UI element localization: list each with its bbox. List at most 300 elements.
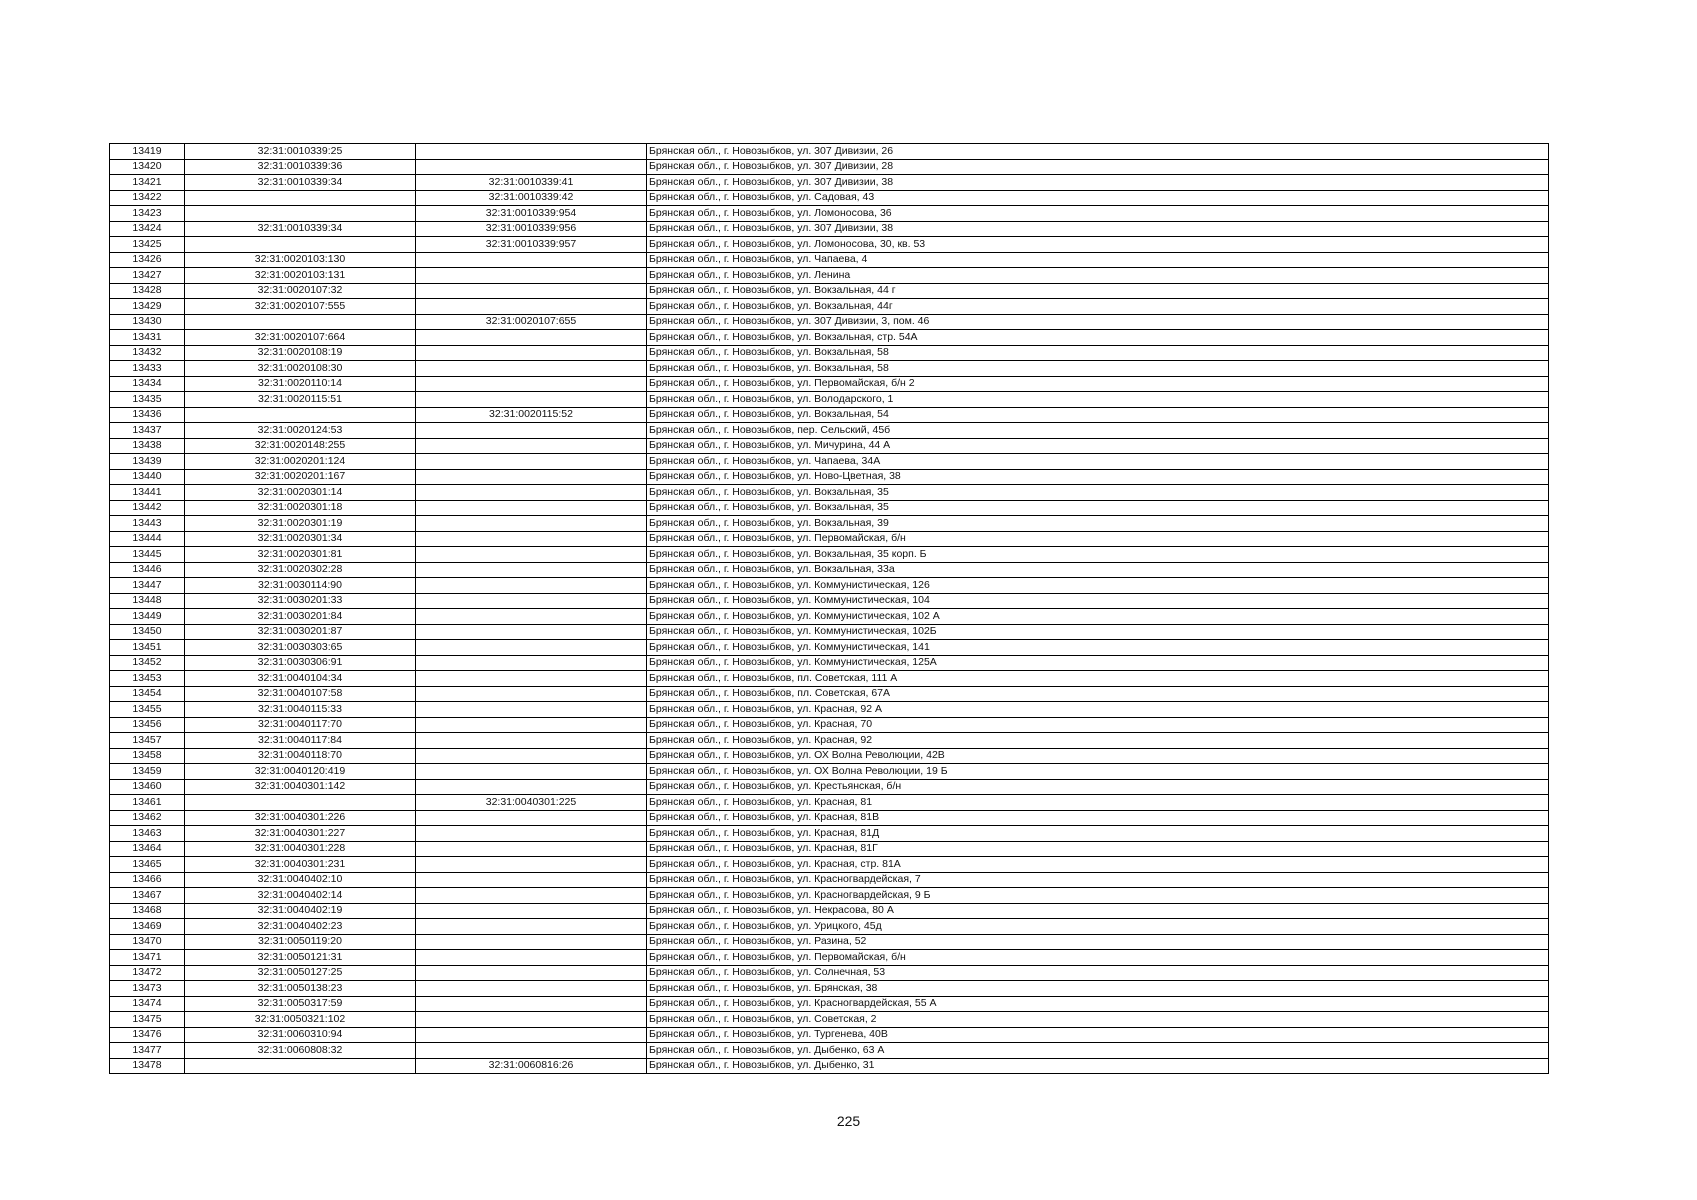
table-row (110, 1012, 1549, 1028)
table-row (110, 795, 1549, 811)
table-row (110, 950, 1549, 966)
row-number-cell: 13437 (110, 423, 185, 439)
table-row (110, 857, 1549, 873)
address-cell: Брянская обл., г. Новозыбков, ул. Вокзальная, 44 г (647, 283, 1549, 299)
row-number-cell: 13474 (110, 996, 185, 1012)
address-cell: Брянская обл., г. Новозыбков, ул. Солнечная, 53 (647, 965, 1549, 981)
cadastral-number-cell: 32:31:0050321:102 (185, 1012, 416, 1028)
cadastral-number-cell: 32:31:0010339:36 (185, 159, 416, 175)
row-number-cell: 13452 (110, 655, 185, 671)
table-row (110, 717, 1549, 733)
row-number-cell: 13435 (110, 392, 185, 408)
table-row (110, 640, 1549, 656)
linked-cadastral-number-cell (416, 423, 647, 439)
address-cell: Брянская обл., г. Новозыбков, ул. ОХ Волна Революции, 42В (647, 748, 1549, 764)
linked-cadastral-number-cell (416, 376, 647, 392)
table-row (110, 872, 1549, 888)
row-number-cell: 13455 (110, 702, 185, 718)
table-row (110, 810, 1549, 826)
table-row (110, 748, 1549, 764)
cadastral-number-cell (185, 314, 416, 330)
table-row (110, 562, 1549, 578)
linked-cadastral-number-cell (416, 283, 647, 299)
address-cell: Брянская обл., г. Новозыбков, ул. Коммунистическая, 102Б (647, 624, 1549, 640)
cadastral-number-cell: 32:31:0020107:664 (185, 330, 416, 346)
table-row (110, 888, 1549, 904)
cadastral-number-cell: 32:31:0020301:81 (185, 547, 416, 563)
row-number-cell: 13463 (110, 826, 185, 842)
address-cell: Брянская обл., г. Новозыбков, ул. 307 Дивизии, 38 (647, 175, 1549, 191)
linked-cadastral-number-cell (416, 826, 647, 842)
row-number-cell: 13431 (110, 330, 185, 346)
table-row (110, 392, 1549, 408)
address-cell: Брянская обл., г. Новозыбков, ул. Вокзальная, 54 (647, 407, 1549, 423)
address-cell: Брянская обл., г. Новозыбков, ул. Красногвардейская, 7 (647, 872, 1549, 888)
linked-cadastral-number-cell (416, 609, 647, 625)
row-number-cell: 13427 (110, 268, 185, 284)
linked-cadastral-number-cell (416, 345, 647, 361)
row-number-cell: 13476 (110, 1027, 185, 1043)
linked-cadastral-number-cell (416, 578, 647, 594)
cadastral-number-cell: 32:31:0040301:228 (185, 841, 416, 857)
table-row (110, 934, 1549, 950)
table-row (110, 423, 1549, 439)
row-number-cell: 13450 (110, 624, 185, 640)
address-cell: Брянская обл., г. Новозыбков, ул. Ленина (647, 268, 1549, 284)
address-cell: Брянская обл., г. Новозыбков, ул. Вокзальная, 58 (647, 345, 1549, 361)
linked-cadastral-number-cell: 32:31:0020107:655 (416, 314, 647, 330)
row-number-cell: 13422 (110, 190, 185, 206)
cadastral-number-cell: 32:31:0010339:25 (185, 144, 416, 160)
linked-cadastral-number-cell (416, 268, 647, 284)
address-cell: Брянская обл., г. Новозыбков, ул. Красногвардейская, 9 Б (647, 888, 1549, 904)
cadastral-number-cell: 32:31:0020301:18 (185, 500, 416, 516)
table-row (110, 1058, 1549, 1074)
row-number-cell: 13447 (110, 578, 185, 594)
linked-cadastral-number-cell (416, 779, 647, 795)
row-number-cell: 13477 (110, 1043, 185, 1059)
cadastral-number-cell: 32:31:0020124:53 (185, 423, 416, 439)
cadastral-number-cell: 32:31:0020103:130 (185, 252, 416, 268)
linked-cadastral-number-cell (416, 810, 647, 826)
row-number-cell: 13433 (110, 361, 185, 377)
linked-cadastral-number-cell (416, 547, 647, 563)
address-cell: Брянская обл., г. Новозыбков, ул. Красная, 81 (647, 795, 1549, 811)
cadastral-number-cell (185, 407, 416, 423)
cadastral-number-cell: 32:31:0040117:70 (185, 717, 416, 733)
table-row (110, 779, 1549, 795)
address-cell: Брянская обл., г. Новозыбков, пл. Советская, 111 А (647, 671, 1549, 687)
cadastral-number-cell (185, 1058, 416, 1074)
linked-cadastral-number-cell (416, 686, 647, 702)
linked-cadastral-number-cell (416, 531, 647, 547)
address-cell: Брянская обл., г. Новозыбков, ул. Дыбенко, 63 А (647, 1043, 1549, 1059)
row-number-cell: 13445 (110, 547, 185, 563)
address-cell: Брянская обл., г. Новозыбков, ул. Ново-Цветная, 38 (647, 469, 1549, 485)
linked-cadastral-number-cell (416, 748, 647, 764)
cadastral-number-cell: 32:31:0040118:70 (185, 748, 416, 764)
table-row (110, 965, 1549, 981)
linked-cadastral-number-cell: 32:31:0040301:225 (416, 795, 647, 811)
address-cell: Брянская обл., г. Новозыбков, ул. Коммунистическая, 126 (647, 578, 1549, 594)
address-cell: Брянская обл., г. Новозыбков, ул. Ломоносова, 30, кв. 53 (647, 237, 1549, 253)
cadastral-number-cell: 32:31:0050127:25 (185, 965, 416, 981)
cadastral-number-cell (185, 190, 416, 206)
table-row (110, 624, 1549, 640)
row-number-cell: 13440 (110, 469, 185, 485)
cadastral-number-cell: 32:31:0040107:58 (185, 686, 416, 702)
linked-cadastral-number-cell (416, 841, 647, 857)
cadastral-number-cell (185, 237, 416, 253)
linked-cadastral-number-cell: 32:31:0010339:41 (416, 175, 647, 191)
table-row (110, 237, 1549, 253)
cadastral-number-cell: 32:31:0030201:33 (185, 593, 416, 609)
address-cell: Брянская обл., г. Новозыбков, ул. Вокзальная, 58 (647, 361, 1549, 377)
table-row (110, 578, 1549, 594)
cadastral-number-cell: 32:31:0040120:419 (185, 764, 416, 780)
table-row (110, 531, 1549, 547)
table-row (110, 144, 1549, 160)
row-number-cell: 13475 (110, 1012, 185, 1028)
address-cell: Брянская обл., г. Новозыбков, ул. Вокзальная, стр. 54А (647, 330, 1549, 346)
linked-cadastral-number-cell (416, 299, 647, 315)
row-number-cell: 13453 (110, 671, 185, 687)
linked-cadastral-number-cell (416, 671, 647, 687)
table-row (110, 996, 1549, 1012)
row-number-cell: 13448 (110, 593, 185, 609)
row-number-cell: 13436 (110, 407, 185, 423)
address-cell: Брянская обл., г. Новозыбков, ул. Коммунистическая, 125А (647, 655, 1549, 671)
row-number-cell: 13470 (110, 934, 185, 950)
table-row (110, 733, 1549, 749)
row-number-cell: 13425 (110, 237, 185, 253)
linked-cadastral-number-cell: 32:31:0010339:42 (416, 190, 647, 206)
table-row (110, 593, 1549, 609)
cadastral-number-cell: 32:31:0020301:14 (185, 485, 416, 501)
table-row (110, 1043, 1549, 1059)
address-cell: Брянская обл., г. Новозыбков, ул. Первомайская, б/н (647, 531, 1549, 547)
row-number-cell: 13472 (110, 965, 185, 981)
row-number-cell: 13473 (110, 981, 185, 997)
table-row (110, 500, 1549, 516)
table-row (110, 702, 1549, 718)
address-cell: Брянская обл., г. Новозыбков, ул. Урицкого, 45д (647, 919, 1549, 935)
table-row (110, 841, 1549, 857)
address-cell: Брянская обл., г. Новозыбков, ул. 307 Дивизии, 28 (647, 159, 1549, 175)
cadastral-number-cell: 32:31:0040117:84 (185, 733, 416, 749)
row-number-cell: 13426 (110, 252, 185, 268)
table-row (110, 469, 1549, 485)
linked-cadastral-number-cell (416, 965, 647, 981)
address-cell: Брянская обл., г. Новозыбков, ул. Первомайская, б/н 2 (647, 376, 1549, 392)
table-row (110, 547, 1549, 563)
table-row (110, 981, 1549, 997)
row-number-cell: 13429 (110, 299, 185, 315)
row-number-cell: 13478 (110, 1058, 185, 1074)
row-number-cell: 13420 (110, 159, 185, 175)
page-number: 225 (836, 1113, 861, 1129)
address-cell: Брянская обл., г. Новозыбков, ул. Дыбенко, 31 (647, 1058, 1549, 1074)
table-row (110, 485, 1549, 501)
row-number-cell: 13466 (110, 872, 185, 888)
address-cell: Брянская обл., г. Новозыбков, ул. ОХ Волна Революции, 19 Б (647, 764, 1549, 780)
cadastral-number-cell: 32:31:0030303:65 (185, 640, 416, 656)
cadastral-number-cell (185, 795, 416, 811)
table-row (110, 671, 1549, 687)
linked-cadastral-number-cell (416, 996, 647, 1012)
linked-cadastral-number-cell (416, 764, 647, 780)
cadastral-number-cell: 32:31:0020301:34 (185, 531, 416, 547)
linked-cadastral-number-cell: 32:31:0010339:954 (416, 206, 647, 222)
linked-cadastral-number-cell (416, 1043, 647, 1059)
cadastral-number-cell: 32:31:0020302:28 (185, 562, 416, 578)
table-row (110, 1027, 1549, 1043)
table-row (110, 299, 1549, 315)
table-row (110, 454, 1549, 470)
address-cell: Брянская обл., г. Новозыбков, ул. Чапаева, 34А (647, 454, 1549, 470)
address-cell: Брянская обл., г. Новозыбков, ул. Советская, 2 (647, 1012, 1549, 1028)
linked-cadastral-number-cell (416, 733, 647, 749)
address-cell: Брянская обл., г. Новозыбков, ул. Вокзальная, 35 корп. Б (647, 547, 1549, 563)
table-row (110, 655, 1549, 671)
cadastral-number-cell: 32:31:0020108:30 (185, 361, 416, 377)
table-row (110, 903, 1549, 919)
address-cell: Брянская обл., г. Новозыбков, ул. Тургенева, 40В (647, 1027, 1549, 1043)
row-number-cell: 13421 (110, 175, 185, 191)
cadastral-number-cell: 32:31:0040402:19 (185, 903, 416, 919)
table-row (110, 345, 1549, 361)
cadastral-number-cell: 32:31:0010339:34 (185, 175, 416, 191)
cadastral-number-cell: 32:31:0040104:34 (185, 671, 416, 687)
cadastral-number-cell: 32:31:0050119:20 (185, 934, 416, 950)
address-cell: Брянская обл., г. Новозыбков, ул. Вокзальная, 44г (647, 299, 1549, 315)
address-cell: Брянская обл., г. Новозыбков, ул. Красногвардейская, 55 А (647, 996, 1549, 1012)
table-row (110, 826, 1549, 842)
linked-cadastral-number-cell (416, 950, 647, 966)
address-cell: Брянская обл., г. Новозыбков, ул. Некрасова, 80 А (647, 903, 1549, 919)
row-number-cell: 13423 (110, 206, 185, 222)
address-cell: Брянская обл., г. Новозыбков, ул. Красная, 92 (647, 733, 1549, 749)
address-cell: Брянская обл., г. Новозыбков, ул. Брянская, 38 (647, 981, 1549, 997)
row-number-cell: 13461 (110, 795, 185, 811)
address-cell: Брянская обл., г. Новозыбков, ул. Вокзальная, 39 (647, 516, 1549, 532)
cadastral-number-cell: 32:31:0020201:124 (185, 454, 416, 470)
address-cell: Брянская обл., г. Новозыбков, ул. Красная, 81Д (647, 826, 1549, 842)
linked-cadastral-number-cell (416, 516, 647, 532)
linked-cadastral-number-cell (416, 857, 647, 873)
cadastral-number-cell: 32:31:0030201:84 (185, 609, 416, 625)
cadastral-number-cell: 32:31:0040301:231 (185, 857, 416, 873)
cadastral-number-cell: 32:31:0050317:59 (185, 996, 416, 1012)
linked-cadastral-number-cell: 32:31:0060816:26 (416, 1058, 647, 1074)
table-row (110, 190, 1549, 206)
row-number-cell: 13464 (110, 841, 185, 857)
row-number-cell: 13430 (110, 314, 185, 330)
linked-cadastral-number-cell (416, 252, 647, 268)
address-cell: Брянская обл., г. Новозыбков, ул. 307 Дивизии, 26 (647, 144, 1549, 160)
address-cell: Брянская обл., г. Новозыбков, ул. Чапаева, 4 (647, 252, 1549, 268)
linked-cadastral-number-cell (416, 454, 647, 470)
row-number-cell: 13428 (110, 283, 185, 299)
table-row (110, 314, 1549, 330)
table-row (110, 438, 1549, 454)
linked-cadastral-number-cell (416, 655, 647, 671)
registry-table-body (110, 144, 1549, 1074)
linked-cadastral-number-cell (416, 361, 647, 377)
cadastral-number-cell: 32:31:0050121:31 (185, 950, 416, 966)
table-row (110, 686, 1549, 702)
row-number-cell: 13457 (110, 733, 185, 749)
row-number-cell: 13439 (110, 454, 185, 470)
table-row (110, 252, 1549, 268)
linked-cadastral-number-cell (416, 702, 647, 718)
row-number-cell: 13451 (110, 640, 185, 656)
table-row (110, 221, 1549, 237)
address-cell: Брянская обл., г. Новозыбков, ул. Вокзальная, 35 (647, 485, 1549, 501)
address-cell: Брянская обл., г. Новозыбков, ул. Красная, 70 (647, 717, 1549, 733)
address-cell: Брянская обл., г. Новозыбков, ул. Вокзальная, 33а (647, 562, 1549, 578)
cadastral-number-cell: 32:31:0040402:14 (185, 888, 416, 904)
cadastral-number-cell: 32:31:0040402:10 (185, 872, 416, 888)
table-row (110, 407, 1549, 423)
address-cell: Брянская обл., г. Новозыбков, ул. Коммунистическая, 102 А (647, 609, 1549, 625)
cadastral-number-cell: 32:31:0040115:33 (185, 702, 416, 718)
cadastral-number-cell: 32:31:0060808:32 (185, 1043, 416, 1059)
linked-cadastral-number-cell (416, 934, 647, 950)
address-cell: Брянская обл., г. Новозыбков, ул. Мичурина, 44 А (647, 438, 1549, 454)
row-number-cell: 13467 (110, 888, 185, 904)
cadastral-number-cell: 32:31:0030201:87 (185, 624, 416, 640)
cadastral-number-cell: 32:31:0020110:14 (185, 376, 416, 392)
linked-cadastral-number-cell (416, 872, 647, 888)
address-cell: Брянская обл., г. Новозыбков, ул. Коммунистическая, 104 (647, 593, 1549, 609)
row-number-cell: 13442 (110, 500, 185, 516)
address-cell: Брянская обл., г. Новозыбков, ул. Садовая, 43 (647, 190, 1549, 206)
row-number-cell: 13434 (110, 376, 185, 392)
linked-cadastral-number-cell (416, 888, 647, 904)
cadastral-number-cell: 32:31:0040301:227 (185, 826, 416, 842)
linked-cadastral-number-cell: 32:31:0010339:956 (416, 221, 647, 237)
cadastral-number-cell: 32:31:0020301:19 (185, 516, 416, 532)
linked-cadastral-number-cell (416, 392, 647, 408)
row-number-cell: 13469 (110, 919, 185, 935)
cadastral-number-cell: 32:31:0020115:51 (185, 392, 416, 408)
address-cell: Брянская обл., г. Новозыбков, ул. Ломоносова, 36 (647, 206, 1549, 222)
table-row (110, 361, 1549, 377)
property-registry-table (109, 143, 1549, 1074)
row-number-cell: 13458 (110, 748, 185, 764)
row-number-cell: 13441 (110, 485, 185, 501)
row-number-cell: 13460 (110, 779, 185, 795)
table-row (110, 206, 1549, 222)
row-number-cell: 13454 (110, 686, 185, 702)
linked-cadastral-number-cell (416, 1012, 647, 1028)
row-number-cell: 13449 (110, 609, 185, 625)
row-number-cell: 13465 (110, 857, 185, 873)
linked-cadastral-number-cell (416, 593, 647, 609)
address-cell: Брянская обл., г. Новозыбков, ул. Володарского, 1 (647, 392, 1549, 408)
linked-cadastral-number-cell (416, 500, 647, 516)
address-cell: Брянская обл., г. Новозыбков, ул. 307 Дивизии, 38 (647, 221, 1549, 237)
cadastral-number-cell: 32:31:0060310:94 (185, 1027, 416, 1043)
address-cell: Брянская обл., г. Новозыбков, ул. Красная, 81Г (647, 841, 1549, 857)
address-cell: Брянская обл., г. Новозыбков, ул. Вокзальная, 35 (647, 500, 1549, 516)
address-cell: Брянская обл., г. Новозыбков, ул. 307 Дивизии, 3, пом. 46 (647, 314, 1549, 330)
row-number-cell: 13438 (110, 438, 185, 454)
cadastral-number-cell: 32:31:0040301:226 (185, 810, 416, 826)
linked-cadastral-number-cell (416, 1027, 647, 1043)
cadastral-number-cell: 32:31:0030114:90 (185, 578, 416, 594)
linked-cadastral-number-cell (416, 903, 647, 919)
linked-cadastral-number-cell (416, 469, 647, 485)
linked-cadastral-number-cell (416, 159, 647, 175)
row-number-cell: 13432 (110, 345, 185, 361)
linked-cadastral-number-cell (416, 562, 647, 578)
linked-cadastral-number-cell (416, 144, 647, 160)
row-number-cell: 13419 (110, 144, 185, 160)
row-number-cell: 13468 (110, 903, 185, 919)
cadastral-number-cell: 32:31:0050138:23 (185, 981, 416, 997)
row-number-cell: 13443 (110, 516, 185, 532)
cadastral-number-cell (185, 206, 416, 222)
cadastral-number-cell: 32:31:0010339:34 (185, 221, 416, 237)
linked-cadastral-number-cell (416, 485, 647, 501)
table-row (110, 175, 1549, 191)
address-cell: Брянская обл., г. Новозыбков, пл. Советская, 67А (647, 686, 1549, 702)
row-number-cell: 13459 (110, 764, 185, 780)
address-cell: Брянская обл., г. Новозыбков, пер. Сельский, 45б (647, 423, 1549, 439)
cadastral-number-cell: 32:31:0040301:142 (185, 779, 416, 795)
row-number-cell: 13471 (110, 950, 185, 966)
cadastral-number-cell: 32:31:0020108:19 (185, 345, 416, 361)
row-number-cell: 13456 (110, 717, 185, 733)
cadastral-number-cell: 32:31:0030306:91 (185, 655, 416, 671)
linked-cadastral-number-cell (416, 717, 647, 733)
table-row (110, 159, 1549, 175)
table-row (110, 764, 1549, 780)
row-number-cell: 13424 (110, 221, 185, 237)
address-cell: Брянская обл., г. Новозыбков, ул. Крестьянская, б/н (647, 779, 1549, 795)
linked-cadastral-number-cell: 32:31:0010339:957 (416, 237, 647, 253)
address-cell: Брянская обл., г. Новозыбков, ул. Коммунистическая, 141 (647, 640, 1549, 656)
table-row (110, 283, 1549, 299)
table-row (110, 609, 1549, 625)
linked-cadastral-number-cell (416, 919, 647, 935)
linked-cadastral-number-cell (416, 981, 647, 997)
linked-cadastral-number-cell (416, 624, 647, 640)
table-row (110, 919, 1549, 935)
cadastral-number-cell: 32:31:0020107:555 (185, 299, 416, 315)
cadastral-number-cell: 32:31:0020107:32 (185, 283, 416, 299)
cadastral-number-cell: 32:31:0020103:131 (185, 268, 416, 284)
table-row (110, 376, 1549, 392)
row-number-cell: 13462 (110, 810, 185, 826)
linked-cadastral-number-cell (416, 640, 647, 656)
cadastral-number-cell: 32:31:0040402:23 (185, 919, 416, 935)
linked-cadastral-number-cell: 32:31:0020115:52 (416, 407, 647, 423)
cadastral-number-cell: 32:31:0020148:255 (185, 438, 416, 454)
linked-cadastral-number-cell (416, 438, 647, 454)
address-cell: Брянская обл., г. Новозыбков, ул. Красная, 81В (647, 810, 1549, 826)
table-row (110, 330, 1549, 346)
address-cell: Брянская обл., г. Новозыбков, ул. Красная, стр. 81А (647, 857, 1549, 873)
address-cell: Брянская обл., г. Новозыбков, ул. Первомайская, б/н (647, 950, 1549, 966)
linked-cadastral-number-cell (416, 330, 647, 346)
address-cell: Брянская обл., г. Новозыбков, ул. Разина, 52 (647, 934, 1549, 950)
table-row (110, 516, 1549, 532)
table-row (110, 268, 1549, 284)
row-number-cell: 13444 (110, 531, 185, 547)
